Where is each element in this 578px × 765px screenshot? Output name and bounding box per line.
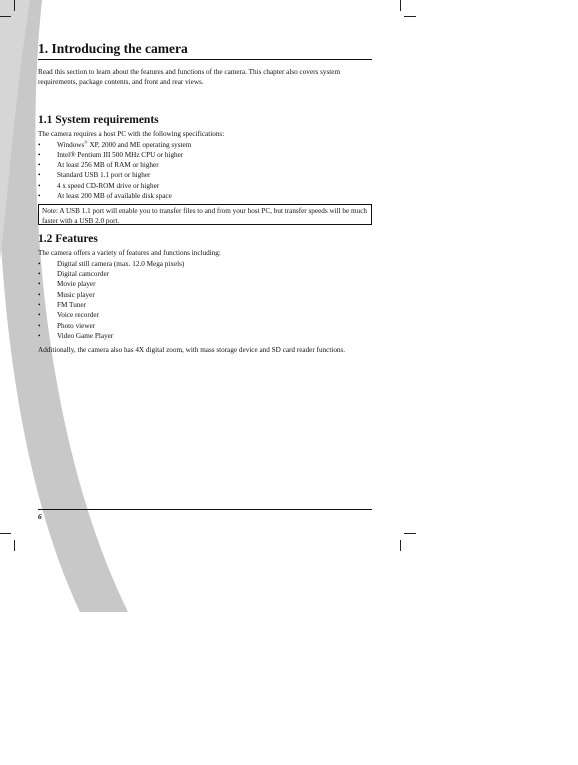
system-requirement-item [38, 181, 372, 191]
bullet-glyph: • [38, 191, 41, 200]
feature-text: Photo viewer [57, 321, 96, 330]
bullet-glyph: • [38, 259, 41, 268]
requirement-text: 4 x speed CD-ROM drive or higher [57, 181, 160, 190]
features-heading: 1.2 Features [38, 233, 98, 246]
crop-mark [14, 540, 15, 551]
bullet-glyph: • [38, 311, 41, 320]
system-requirement-item [38, 160, 372, 170]
crop-mark [14, 0, 15, 11]
system-requirement-item [38, 191, 372, 201]
bullet-glyph: • [38, 300, 41, 309]
feature-text: FM Tuner [57, 300, 86, 309]
page-number: 6 [38, 512, 42, 521]
bullet-glyph: • [38, 290, 41, 299]
crop-mark [0, 16, 11, 17]
feature-item [38, 269, 372, 279]
system-requirements-lead: The camera requires a host PC with the following specifications: [38, 130, 225, 138]
requirement-text: At least 200 MB of available disk space [57, 191, 172, 200]
feature-text: Digital still camera (max. 12.0 Mega pixels) [57, 259, 185, 268]
bullet-glyph: • [38, 321, 41, 330]
system-requirements-heading: 1.1 System requirements [38, 114, 159, 126]
feature-text: Movie player [57, 280, 96, 289]
crop-mark [400, 0, 401, 11]
system-requirement-item [38, 140, 372, 150]
requirement-text: At least 256 MB of RAM or higher [57, 161, 159, 170]
usb-note-box: Note: A USB 1.1 port will enable you to transfer files to and from your host PC, but transfer speeds will be much faster with a USB 2.0 port. [38, 204, 372, 225]
page-content [38, 40, 372, 356]
footer-rule [38, 509, 372, 510]
system-requirement-item [38, 150, 372, 160]
features-list [38, 259, 372, 341]
bullet-glyph: • [38, 150, 41, 159]
feature-text: Music player [57, 290, 95, 299]
feature-item [38, 300, 372, 310]
feature-item [38, 331, 372, 341]
section-title: 1. Introducing the camera [38, 40, 372, 60]
feature-item [38, 310, 372, 320]
bullet-glyph: • [38, 331, 41, 340]
registered-mark: ® [84, 139, 88, 145]
requirement-text: Standard USB 1.1 port or higher [57, 171, 151, 180]
crop-mark [0, 533, 11, 534]
requirement-text-continued: XP, 2000 and ME operating system [87, 140, 192, 149]
bullet-glyph: • [38, 171, 41, 180]
features-lead: The camera offers a variety of features and functions including: [38, 249, 221, 258]
bullet-glyph: • [38, 181, 41, 190]
feature-text: Digital camcorder [57, 270, 110, 279]
feature-text: Voice recorder [57, 311, 99, 320]
system-requirement-item [38, 170, 372, 180]
feature-text: Video Game Player [57, 331, 114, 340]
features-closing: Additionally, the camera also has 4X digital zoom, with mass storage device and SD card reader functions. [38, 346, 346, 355]
system-requirements-list [38, 140, 372, 202]
requirement-text: Windows [57, 140, 85, 149]
bullet-glyph: • [38, 161, 41, 170]
crop-mark [400, 540, 401, 551]
crop-mark [404, 533, 416, 534]
bullet-glyph: • [38, 140, 41, 149]
section-intro: Read this section to learn about the features and functions of the camera. This chapter also covers system requirements, package contents, and front and rear views. [38, 68, 341, 86]
crop-mark [404, 16, 416, 17]
feature-item [38, 290, 372, 300]
feature-item [38, 321, 372, 331]
requirement-text: Intel® Pentium III 500 MHz CPU or higher [57, 150, 184, 159]
bullet-glyph: • [38, 280, 41, 289]
feature-item [38, 279, 372, 289]
bullet-glyph: • [38, 270, 41, 279]
feature-item [38, 259, 372, 269]
